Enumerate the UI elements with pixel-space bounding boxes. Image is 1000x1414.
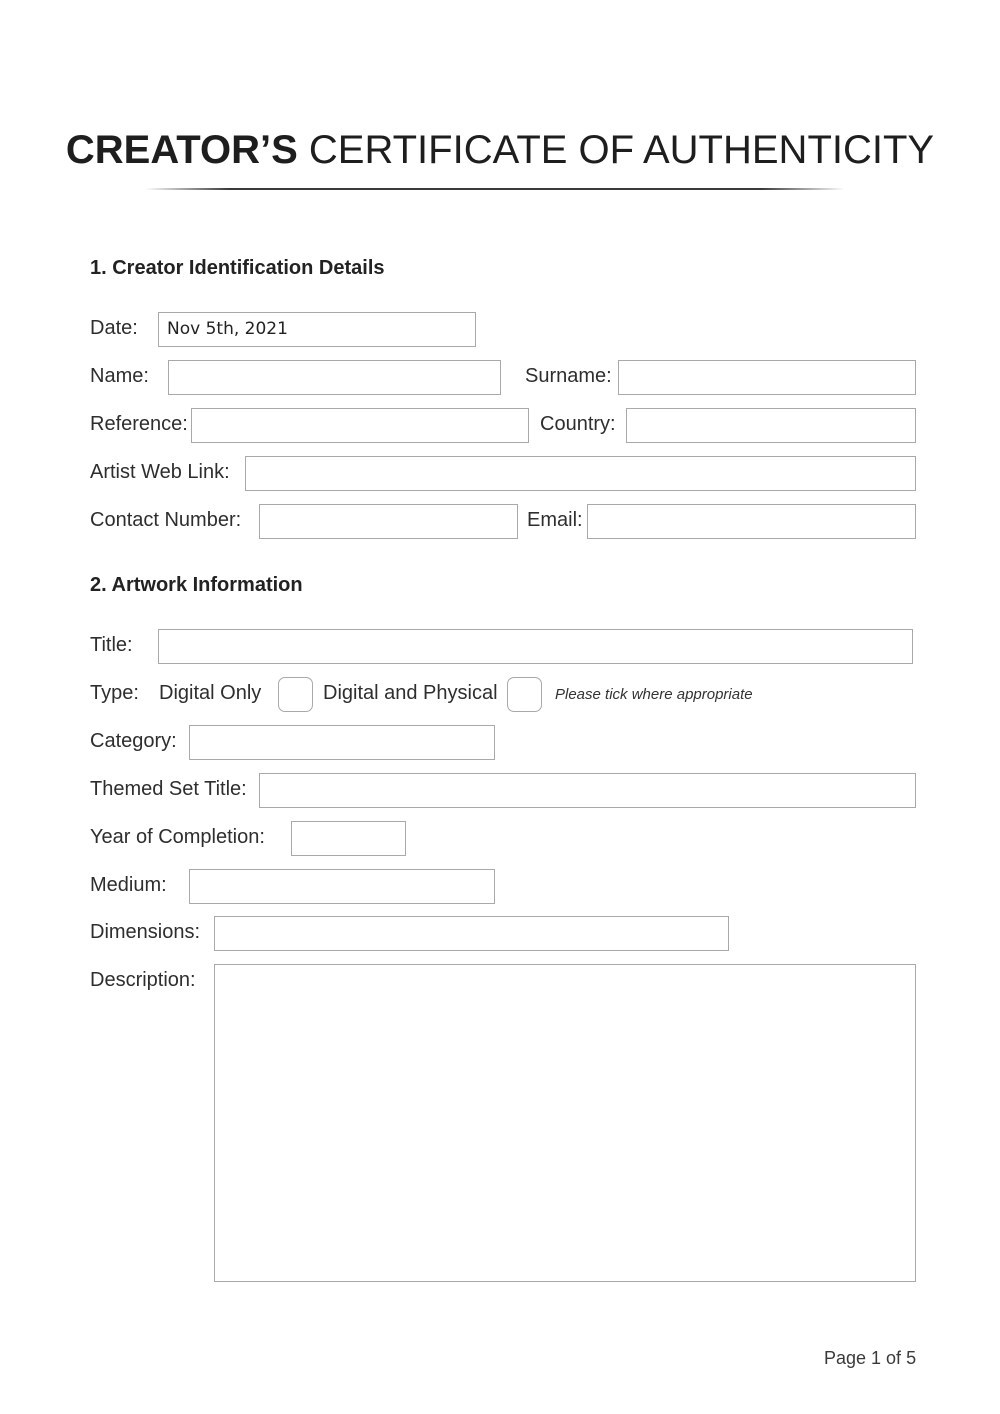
contact-number-label: Contact Number: bbox=[90, 509, 242, 531]
description-textarea[interactable] bbox=[214, 964, 916, 1282]
page-title bbox=[0, 128, 1000, 173]
reference-label: Reference: bbox=[90, 413, 188, 435]
digital-physical-checkbox[interactable] bbox=[507, 677, 542, 712]
year-of-completion-label: Year of Completion: bbox=[90, 826, 265, 848]
digital-only-checkbox[interactable] bbox=[278, 677, 313, 712]
section-heading-creator: 1. Creator Identification Details bbox=[90, 257, 385, 279]
country-label: Country: bbox=[540, 413, 616, 435]
type-label: Type: bbox=[90, 682, 139, 704]
artwork-title-field[interactable] bbox=[158, 629, 913, 664]
page-indicator: Page 1 of 5 bbox=[824, 1348, 917, 1368]
artwork-title-label: Title: bbox=[90, 634, 133, 656]
themed-set-title-field[interactable] bbox=[259, 773, 916, 808]
title-divider bbox=[145, 188, 845, 190]
title-bold-part: CREATOR’S bbox=[65, 128, 298, 172]
weblink-field[interactable] bbox=[245, 456, 916, 491]
type-option-digital-only-label: Digital Only bbox=[159, 682, 262, 704]
dimensions-field[interactable] bbox=[214, 916, 729, 951]
section-heading-artwork: 2. Artwork Information bbox=[90, 574, 303, 596]
name-field[interactable] bbox=[168, 360, 501, 395]
title-rest-part: CERTIFICATE OF AUTHENTICITY bbox=[308, 128, 935, 172]
themed-set-title-label: Themed Set Title: bbox=[90, 778, 247, 800]
surname-label: Surname: bbox=[525, 365, 612, 387]
date-label: Date: bbox=[90, 317, 138, 339]
date-field[interactable]: Nov 5th, 2021 bbox=[158, 312, 476, 347]
category-label: Category: bbox=[90, 730, 177, 752]
medium-label: Medium: bbox=[90, 874, 167, 896]
medium-field[interactable] bbox=[189, 869, 495, 904]
year-of-completion-field[interactable] bbox=[291, 821, 406, 856]
type-option-digital-physical-label: Digital and Physical bbox=[323, 682, 498, 704]
description-label: Description: bbox=[90, 969, 196, 991]
contact-number-field[interactable] bbox=[259, 504, 518, 539]
email-label: Email: bbox=[527, 509, 583, 531]
name-label: Name: bbox=[90, 365, 149, 387]
email-field[interactable] bbox=[587, 504, 916, 539]
reference-field[interactable] bbox=[191, 408, 529, 443]
type-hint-text: Please tick where appropriate bbox=[555, 686, 753, 703]
country-field[interactable] bbox=[626, 408, 916, 443]
category-field[interactable] bbox=[189, 725, 495, 760]
surname-field[interactable] bbox=[618, 360, 916, 395]
dimensions-label: Dimensions: bbox=[90, 921, 201, 943]
weblink-label: Artist Web Link: bbox=[90, 461, 230, 483]
